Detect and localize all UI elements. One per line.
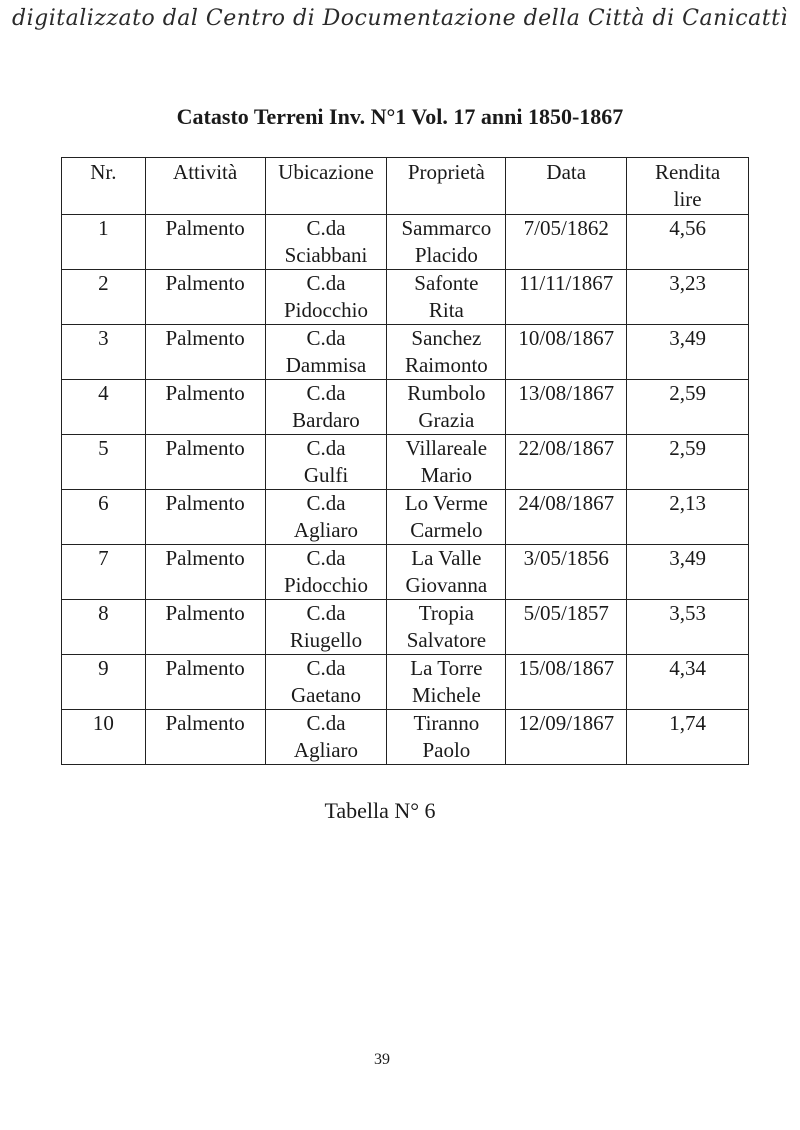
- column-header-nr: Nr.: [62, 158, 146, 215]
- cell-proprieta-line-1: Lo Verme: [404, 491, 488, 515]
- cell-attivita: Palmento: [145, 380, 265, 435]
- cell-rendita: 4,56: [627, 215, 749, 270]
- cell-attivita: Palmento: [145, 600, 265, 655]
- cell-nr: 10: [62, 710, 146, 765]
- cell-ubicazione-line-1: C.da: [306, 711, 346, 735]
- page-number: 39: [374, 1051, 390, 1068]
- cell-ubicazione-line-2: Gaetano: [291, 683, 361, 707]
- cell-ubicazione: [265, 600, 387, 655]
- cell-nr: 4: [62, 380, 146, 435]
- cell-data: 7/05/1862: [506, 215, 627, 270]
- table-row: [62, 325, 749, 380]
- cell-ubicazione-line-1: C.da: [306, 656, 346, 680]
- column-header-rendita: [627, 158, 749, 215]
- cell-proprieta-line-2: Rita: [428, 298, 464, 322]
- cell-ubicazione-line-1: C.da: [306, 216, 346, 240]
- column-header-data: Data: [506, 158, 627, 215]
- cell-proprieta: [387, 380, 506, 435]
- cell-data: 13/08/1867: [506, 380, 627, 435]
- cell-ubicazione: [265, 710, 387, 765]
- cell-proprieta: [387, 215, 506, 270]
- cell-attivita: Palmento: [145, 655, 265, 710]
- cell-proprieta-line-2: Salvatore: [406, 628, 487, 652]
- cell-proprieta-line-1: Sammarco: [401, 216, 492, 240]
- cell-proprieta: [387, 325, 506, 380]
- cell-ubicazione-line-1: C.da: [306, 326, 346, 350]
- cell-data: 10/08/1867: [506, 325, 627, 380]
- cell-nr: 5: [62, 435, 146, 490]
- cell-rendita: 3,49: [627, 325, 749, 380]
- cell-attivita: Palmento: [145, 270, 265, 325]
- cell-attivita: Palmento: [145, 545, 265, 600]
- cell-proprieta-line-2: Paolo: [422, 738, 471, 762]
- cell-attivita: Palmento: [145, 710, 265, 765]
- cell-data: 15/08/1867: [506, 655, 627, 710]
- cell-rendita: 2,59: [627, 435, 749, 490]
- cell-rendita: 2,59: [627, 380, 749, 435]
- cell-rendita: 3,23: [627, 270, 749, 325]
- cell-nr: 7: [62, 545, 146, 600]
- cell-data: 11/11/1867: [506, 270, 627, 325]
- cell-proprieta-line-1: La Torre: [410, 656, 483, 680]
- cell-ubicazione-line-2: Gulfi: [303, 463, 349, 487]
- cell-attivita: Palmento: [145, 215, 265, 270]
- column-header-attivita: Attività: [145, 158, 265, 215]
- cell-proprieta-line-1: Tiranno: [413, 711, 480, 735]
- cell-ubicazione: [265, 380, 387, 435]
- cell-ubicazione-line-1: C.da: [306, 381, 346, 405]
- table-caption: Tabella N° 6: [324, 798, 436, 823]
- cell-rendita: 4,34: [627, 655, 749, 710]
- cell-ubicazione-line-2: Agliaro: [293, 518, 359, 542]
- cell-ubicazione: [265, 545, 387, 600]
- cell-proprieta-line-1: Safonte: [414, 271, 479, 295]
- cell-attivita: Palmento: [145, 490, 265, 545]
- cell-proprieta-line-1: Villareale: [405, 436, 488, 460]
- cell-proprieta: [387, 600, 506, 655]
- cell-ubicazione-line-1: C.da: [306, 436, 346, 460]
- table-header-row: [62, 158, 749, 215]
- cell-data: 12/09/1867: [506, 710, 627, 765]
- page-title: Catasto Terreni Inv. N°1 Vol. 17 anni 1850-1867: [176, 104, 624, 129]
- cell-attivita: Palmento: [145, 435, 265, 490]
- table-row: [62, 490, 749, 545]
- cell-attivita: Palmento: [145, 325, 265, 380]
- cell-proprieta: [387, 545, 506, 600]
- column-header-proprieta: Proprietà: [387, 158, 506, 215]
- cell-nr: 9: [62, 655, 146, 710]
- cell-proprieta: [387, 490, 506, 545]
- table-row: [62, 270, 749, 325]
- cell-ubicazione: [265, 655, 387, 710]
- cell-proprieta-line-1: La Valle: [411, 546, 482, 570]
- cell-ubicazione-line-2: Riugello: [289, 628, 363, 652]
- cell-rendita: 1,74: [627, 710, 749, 765]
- table-row: [62, 710, 749, 765]
- table-row: [62, 215, 749, 270]
- digitization-header: digitalizzato dal Centro di Documentazione della Città di Canicattì: [12, 6, 788, 31]
- table-row: [62, 655, 749, 710]
- cell-ubicazione-line-1: C.da: [306, 546, 346, 570]
- table-row: [62, 380, 749, 435]
- cell-nr: 1: [62, 215, 146, 270]
- cell-proprieta-line-2: Mario: [420, 463, 473, 487]
- cell-proprieta-line-1: Rumbolo: [407, 381, 486, 405]
- cell-ubicazione-line-2: Pidocchio: [283, 573, 368, 597]
- cell-proprieta: [387, 270, 506, 325]
- cell-rendita: 2,13: [627, 490, 749, 545]
- cell-ubicazione-line-1: C.da: [306, 491, 346, 515]
- cell-ubicazione: [265, 215, 387, 270]
- cell-rendita: 3,49: [627, 545, 749, 600]
- cell-nr: 3: [62, 325, 146, 380]
- cell-ubicazione: [265, 325, 387, 380]
- cell-data: 5/05/1857: [506, 600, 627, 655]
- cell-nr: 6: [62, 490, 146, 545]
- cell-ubicazione-line-2: Pidocchio: [283, 298, 368, 322]
- cell-proprieta-line-2: Carmelo: [410, 518, 483, 542]
- cell-ubicazione-line-2: Bardaro: [292, 408, 360, 432]
- table-row: [62, 545, 749, 600]
- rendita-header-line-2: lire: [673, 187, 702, 211]
- cell-ubicazione: [265, 490, 387, 545]
- cell-ubicazione-line-1: C.da: [306, 601, 346, 625]
- land-registry-table: [61, 157, 749, 765]
- cell-nr: 2: [62, 270, 146, 325]
- cell-proprieta-line-1: Sanchez: [411, 326, 482, 350]
- cell-ubicazione-line-2: Dammisa: [285, 353, 367, 377]
- cell-ubicazione-line-1: C.da: [306, 271, 346, 295]
- cell-rendita: 3,53: [627, 600, 749, 655]
- table-row: [62, 600, 749, 655]
- cell-proprieta-line-2: Michele: [411, 683, 481, 707]
- table-body: [62, 215, 749, 765]
- cell-proprieta-line-2: Giovanna: [405, 573, 488, 597]
- cell-proprieta-line-1: Tropia: [418, 601, 474, 625]
- cell-data: 22/08/1867: [506, 435, 627, 490]
- cell-proprieta-line-2: Raimonto: [404, 353, 488, 377]
- cell-proprieta: [387, 435, 506, 490]
- rendita-header-line-1: Rendita: [654, 160, 721, 184]
- cell-proprieta-line-2: Placido: [414, 243, 478, 267]
- cell-proprieta: [387, 710, 506, 765]
- cell-ubicazione-line-2: Sciabbani: [284, 243, 368, 267]
- cell-nr: 8: [62, 600, 146, 655]
- cell-ubicazione-line-2: Agliaro: [293, 738, 359, 762]
- cell-proprieta-line-2: Grazia: [418, 408, 475, 432]
- table-row: [62, 435, 749, 490]
- cell-proprieta: [387, 655, 506, 710]
- cell-data: 24/08/1867: [506, 490, 627, 545]
- column-header-ubicazione: Ubicazione: [265, 158, 387, 215]
- cell-data: 3/05/1856: [506, 545, 627, 600]
- cell-ubicazione: [265, 270, 387, 325]
- cell-ubicazione: [265, 435, 387, 490]
